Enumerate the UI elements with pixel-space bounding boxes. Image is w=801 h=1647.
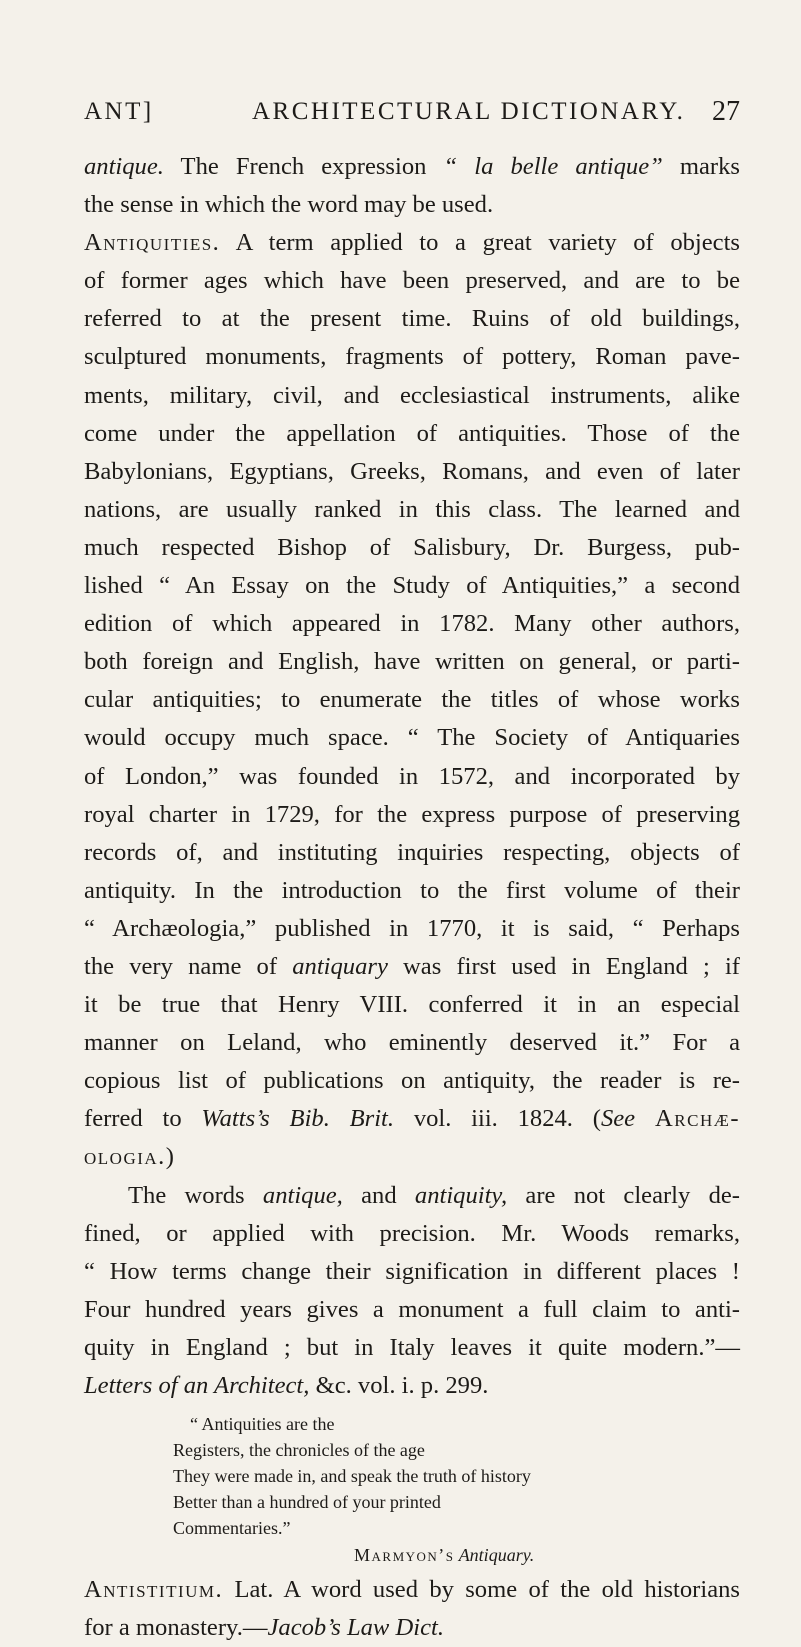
text-run: are not clearly de-: [507, 1181, 740, 1209]
text-line: ologia.): [84, 1143, 176, 1171]
text-line: lished “ An Essay on the Study of Antiquities,” a second: [84, 572, 740, 600]
text-run: &c. vol. i. p. 299.: [309, 1372, 489, 1399]
text-line: ments, military, civil, and ecclesiastical instruments, alike: [84, 381, 740, 409]
page-number: 27: [712, 96, 740, 127]
quote-line: Better than a hundred of your printed: [173, 1492, 441, 1513]
text-line: [84, 1609, 740, 1647]
italic-word: antique,: [262, 1181, 343, 1209]
text-line: the sense in which the word may be used.: [84, 191, 494, 219]
quote-line: They were made in, and speak the truth of history: [173, 1466, 531, 1487]
text-line: sculptured monuments, fragments of pottery, Roman pave-: [84, 343, 740, 371]
entry-antistitium-line: [84, 1571, 740, 1609]
italic-citation: Watts’s Bib. Brit.: [201, 1105, 395, 1133]
text-line: of former ages which have been preserved, and are to be: [84, 267, 740, 295]
block-quote: [84, 1411, 740, 1571]
header-title: ARCHITECTURAL DICTIONARY.: [252, 98, 686, 125]
text-line: edition of which appeared in 1782. Many other authors,: [84, 610, 740, 638]
text-line: copious list of publications on antiquity, the reader is re-: [84, 1067, 740, 1095]
text-run: vol. iii. 1824. (: [394, 1105, 601, 1133]
text-line: antiquity. In the introduction to the first volume of their: [84, 876, 740, 904]
italic-word: antique.: [84, 153, 164, 180]
entry-antiquities-line: [84, 224, 740, 262]
text-line: of London,” was founded in 1572, and incorporated by: [84, 762, 740, 790]
text-run: A term applied to a great variety of objects: [220, 229, 740, 257]
attribution-title: Antiquary.: [454, 1545, 535, 1566]
italic-citation: Jacob’s Law Dict.: [267, 1614, 444, 1642]
text-line: much respected Bishop of Salisbury, Dr. Burgess, pub-: [84, 533, 740, 561]
quote-line: “ Antiquities are the: [190, 1414, 335, 1435]
text-line: [84, 1100, 740, 1138]
quote-attribution: [84, 1541, 740, 1571]
italic-word: antiquary: [292, 952, 388, 980]
text-run: and: [342, 1181, 415, 1209]
text-line: royal charter in 1729, for the express purpose of preserving: [84, 800, 740, 828]
italic-word: antiquity,: [414, 1181, 508, 1209]
text-line: records of, and instituting inquiries respecting, objects of: [84, 838, 740, 866]
quote-line: Commentaries.”: [173, 1518, 291, 1539]
attribution-author: Marmyon’s: [354, 1545, 455, 1566]
text-line: nations, are usually ranked in this class. The learned and: [84, 495, 740, 523]
cross-reference: Archæ-: [635, 1105, 741, 1133]
text-run: for a monastery.—: [84, 1614, 268, 1642]
entry-headword-antistitium: Antistitium.: [84, 1576, 224, 1604]
text-line: would occupy much space. “ The Society of Antiquaries: [84, 724, 740, 752]
text-run: the very name of: [84, 952, 293, 980]
text-run: The words: [128, 1181, 263, 1209]
text-line: [84, 148, 740, 186]
text-line: come under the appellation of antiquities. Those of the: [84, 419, 740, 447]
text-line: [84, 1177, 740, 1215]
text-run: was first used in England ; if: [387, 952, 740, 980]
quote-line: Registers, the chronicles of the age: [173, 1440, 425, 1461]
italic-phrase: “ la belle antique”: [443, 153, 663, 180]
text-line: manner on Leland, who eminently deserved it.” For a: [84, 1029, 740, 1057]
text-line: Babylonians, Egyptians, Greeks, Romans, and even of later: [84, 457, 740, 485]
header-section-mark: ANT]: [84, 98, 154, 125]
page-body: [84, 148, 740, 1647]
italic-citation: Letters of an Architect,: [84, 1372, 310, 1399]
text-line: quity in England ; but in Italy leaves it quite modern.”—: [84, 1333, 740, 1361]
text-line: fined, or applied with precision. Mr. Woods remarks,: [84, 1219, 740, 1247]
text-run: The French expression: [163, 153, 444, 180]
text-line: it be true that Henry VIII. conferred it in an especial: [84, 991, 740, 1019]
text-line: referred to at the present time. Ruins of old buildings,: [84, 305, 740, 333]
italic-word: See: [600, 1105, 636, 1133]
text-run: Lat. A word used by some of the old historians: [223, 1576, 740, 1604]
text-line: both foreign and English, have written on general, or parti-: [84, 648, 740, 676]
text-line: “ Archæologia,” published in 1770, it is said, “ Perhaps: [84, 914, 740, 942]
text-run: marks: [662, 153, 740, 180]
text-run: ferred to: [84, 1105, 202, 1133]
text-line: “ How terms change their signification in different places !: [84, 1257, 740, 1285]
text-line: [84, 948, 740, 986]
text-line: cular antiquities; to enumerate the titles of whose works: [84, 686, 740, 714]
text-line: [84, 1367, 740, 1405]
text-line: Four hundred years gives a monument a full claim to anti-: [84, 1295, 740, 1323]
entry-headword-antiquities: Antiquities.: [84, 229, 221, 257]
